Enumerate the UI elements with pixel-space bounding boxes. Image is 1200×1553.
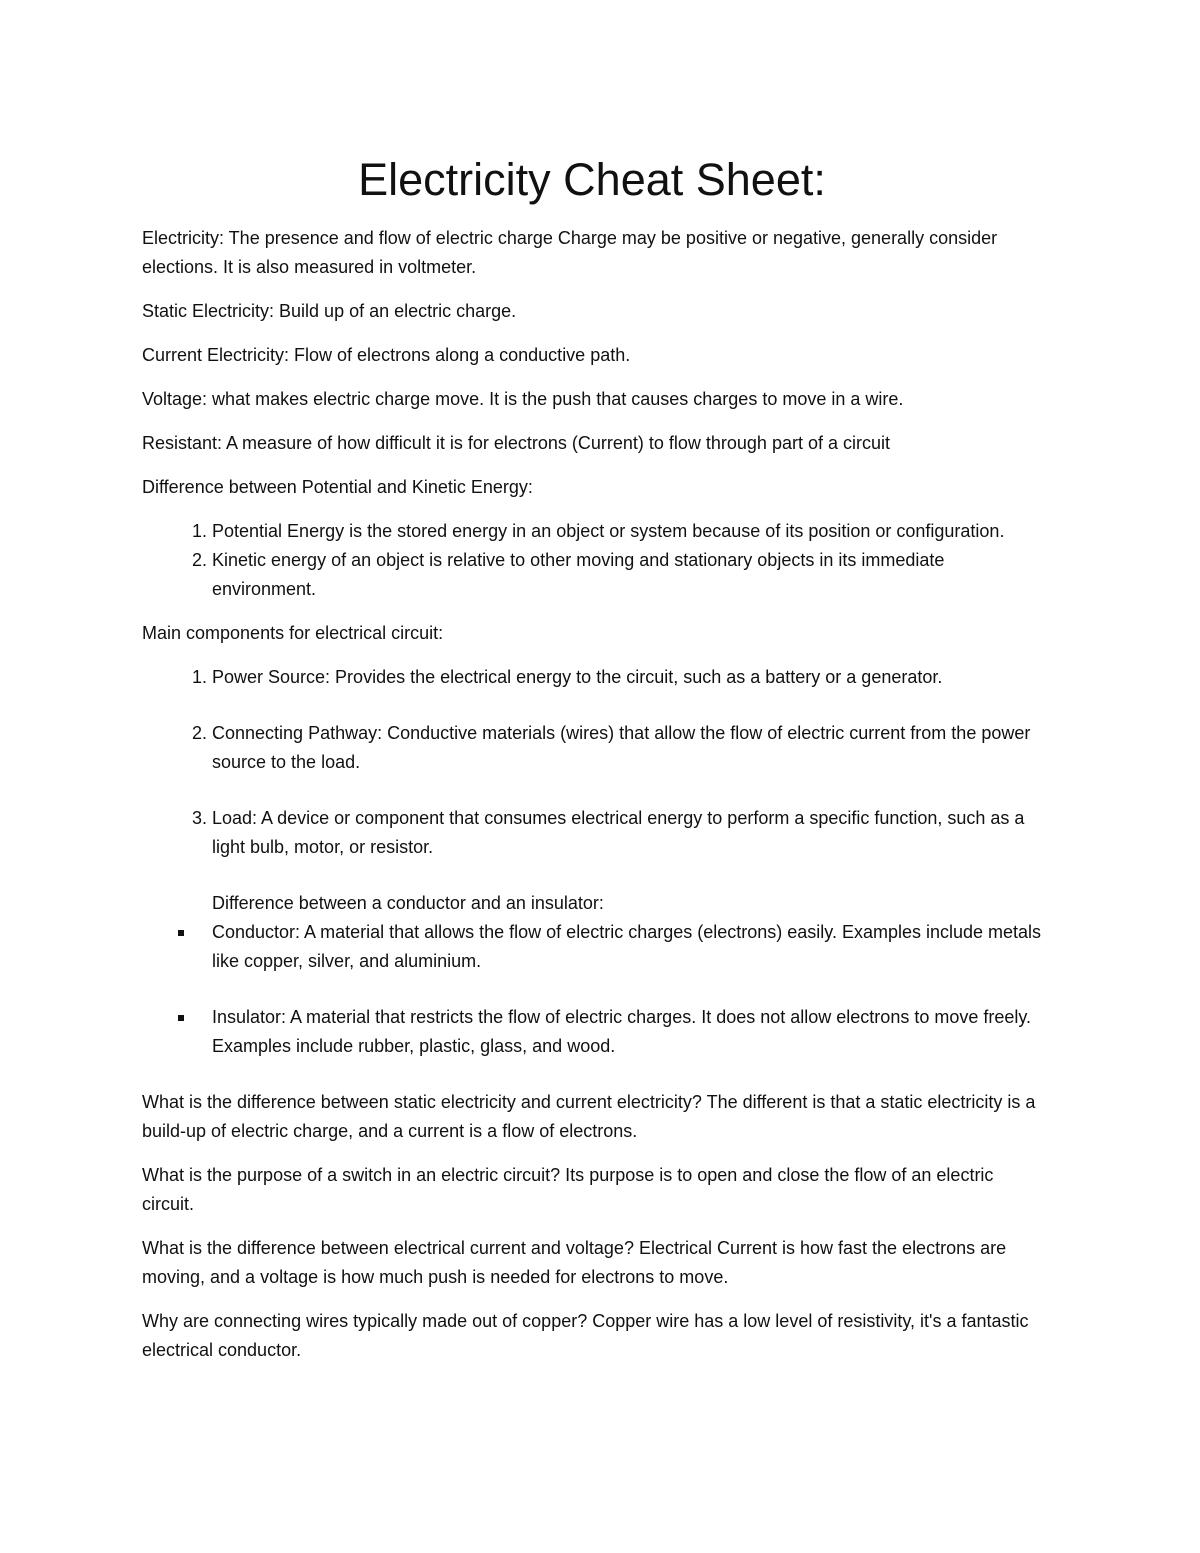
list-item: 1. Potential Energy is the stored energy in an object or system because of its position or configuration. — [212, 517, 1042, 546]
conductor-list — [142, 918, 1042, 1061]
list-item: Insulator: A material that restricts the flow of electric charges. It does not allow electrons to move freely. Examples include rubber, plastic, glass, and wood. — [212, 1003, 1042, 1061]
list-item: Conductor: A material that allows the flow of electric charges (electrons) easily. Examples include metals like copper, silver, and aluminium. — [212, 918, 1042, 976]
components-heading: Main components for electrical circuit: — [142, 623, 444, 643]
page-title: Electricity Cheat Sheet: — [358, 154, 826, 205]
list-item: 3. Load: A device or component that consumes electrical energy to perform a specific function, such as a light bulb, motor, or resistor. — [212, 804, 1042, 862]
list-item: 2. Kinetic energy of an object is relative to other moving and stationary objects in its immediate environment. — [212, 546, 1042, 604]
list-item: 2. Connecting Pathway: Conductive materials (wires) that allow the flow of electric current from the power source to the load. — [212, 719, 1042, 777]
qa-item: What is the purpose of a switch in an electric circuit? Its purpose is to open and close the flow of an electric circuit. — [142, 1165, 994, 1214]
definition-current-electricity: Current Electricity: Flow of electrons along a conductive path. — [142, 345, 631, 365]
energy-list — [142, 517, 1042, 604]
document-page — [142, 150, 1042, 1380]
definition-resistant: Resistant: A measure of how difficult it is for electrons (Current) to flow through part of a circuit — [142, 433, 890, 453]
qa-item: What is the difference between static electricity and current electricity? The different is that a static electricity is a build-up of electric charge, and a current is a flow of electrons. — [142, 1092, 1036, 1141]
list-item: 1. Power Source: Provides the electrical energy to the circuit, such as a battery or a generator. — [212, 663, 1042, 692]
energy-heading: Difference between Potential and Kinetic Energy: — [142, 477, 533, 497]
qa-section — [142, 1088, 1042, 1365]
definition-static-electricity: Static Electricity: Build up of an electric charge. — [142, 301, 517, 321]
qa-item: What is the difference between electrical current and voltage? Electrical Current is how fast the electrons are moving, and a voltage is how much push is needed for electrons to move. — [142, 1238, 1007, 1287]
qa-item: Why are connecting wires typically made out of copper? Copper wire has a low level of resistivity, it's a fantastic electrical conductor. — [142, 1311, 1029, 1360]
components-list — [142, 663, 1042, 862]
definition-voltage: Voltage: what makes electric charge move. It is the push that causes charges to move in a wire. — [142, 389, 904, 409]
conductor-heading: Difference between a conductor and an insulator: — [212, 893, 604, 913]
definition-electricity: Electricity: The presence and flow of electric charge Charge may be positive or negative, generally consider elections. It is also measured in voltmeter. — [142, 228, 998, 277]
